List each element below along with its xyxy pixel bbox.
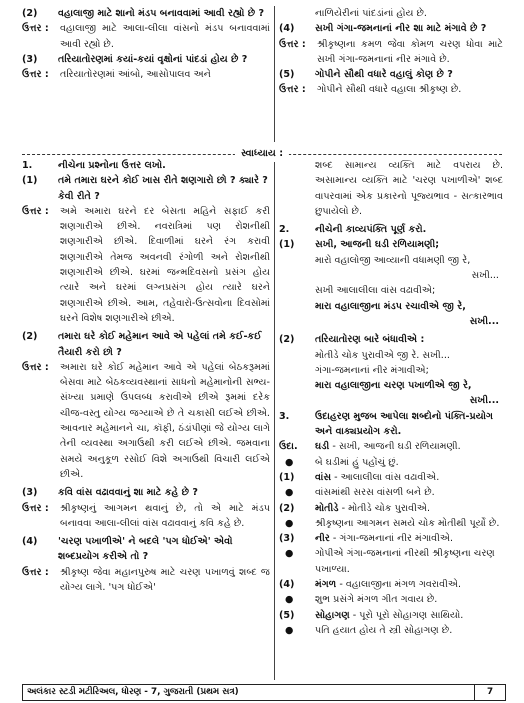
line-usage: - વહાલાજીના મંગળ ગવરાવીએ. — [339, 579, 462, 591]
exercise-number: 2. — [279, 224, 290, 236]
answer-item — [279, 82, 503, 97]
word-item — [279, 439, 503, 454]
line-usage: - પૂરો પૂરો સોહાગણ સાથિયો. — [352, 609, 464, 621]
question-number: (4) — [279, 23, 295, 35]
word-number: (3) — [279, 533, 295, 545]
question-item — [22, 485, 270, 500]
answer-text: શ્રીકૃષ્ણનું આગમન થવાનું છે, તો એ માટે મંડપ બનાવવા આલા-લીલાં વાંસ વઢાવવાનું કવિ કહે છે. — [60, 502, 270, 529]
answer-item — [279, 37, 503, 68]
poem-line: સખી, આજની ઘડી રળિયામણી; — [315, 239, 440, 251]
question-text: તમે તમારા ઘરને કોઈ ખાસ રીતે શણગારો છો ? ક્યારે ? કેવી રીતે ? — [58, 175, 268, 202]
poem-line: સખી આલાલીલા વાંસ વઢાવીએ; — [315, 285, 436, 297]
question-text: તમારા ઘરે કોઈ મહેમાન આવે એ પહેલાં તમે કઈ-કઈ તૈયારી કરો છો ? — [58, 331, 262, 358]
sentence-text: પતિ હયાત હોય તે સ્ત્રી સોહાગણ છે. — [315, 624, 453, 636]
word: નીર — [315, 533, 330, 545]
exercise-title: ઉદાહરણ મુજબ આપેલા શબ્દોનો પંક્તિ-પ્રયોગ અને વાક્યપ્રયોગ કરો. — [315, 410, 493, 438]
sentence-text: શ્રીકૃષ્ણના આગમન સમયે ચોક મોતીથી પૂર્યો છે. — [315, 517, 500, 529]
word-item — [279, 608, 503, 623]
bullet-icon: ● — [285, 594, 294, 606]
question-text: 'ચરણ પખાળીએ' ને બદલે 'પગ ધોઈએ' એવો શબ્દપ્રયોગ કરીએ તો ? — [58, 536, 233, 563]
sentence-text: શુભ પ્રસંગે મંગળ ગીત ગવાય છે. — [315, 594, 438, 606]
sentence-text: બે ઘડીમાં હું પહોંચું છું. — [315, 456, 399, 468]
poem-line: મારા વહાલાજીના મંડપ રચાવીએ જી રે, — [315, 300, 466, 312]
line-usage: - આલાલીલા વાંસ વઢાવીએ. — [334, 471, 440, 483]
question-number: (5) — [279, 69, 295, 81]
answer-label: ઉત્તર : — [22, 23, 49, 35]
question-text: ગોપીને સૌથી વધારે વહાલું કોણ છે ? — [315, 69, 453, 81]
answer-text: અમે અમારા ઘરને દર બેસતા મહિને સફાઈ કરી શણગારીએ છીએ. નવરાત્રિમાં પણ રોશનીથી શણગારીએ છીએ. દિવાળીમાં ઘરને રંગ કરાવી શણગારીએ તેમજ અવનવી રંગોળી અને રોશનીથી શણગારીએ છીએ. ઘરમાં જન્મદિવસનો પ્રસંગ હોય ત્યારે અને ઘરમાં લગ્નપ્રસંગ હોય ત્યારે ઘરને શણગારીએ છીએ. આમ, તહેવારો-ઉત્સવોના દિવસોમાં ઘરને વિશેષ શણગારીએ છીએ. — [60, 205, 270, 324]
answer-text: અમારા ઘરે કોઈ મહેમાન આવે એ પહેલાં બેઠકરૂમમાં બેસવા માટે બેઠકવ્યવસ્થાનાં સાધનો મહેમાનોની સભ્ય-સંખ્યા પ્રમાણે ઉપલબ્ધ કરાવીએ છીએ રૂમમાં દરેક ચીજ-વસ્તુ યોગ્ય જગ્યાએ છે તે ચકાસી લઈએ છીએ. આવનાર મહેમાનને ચા, કૉફી, ઠંડાંપીણાં જે યોગ્ય લાગે તેની વ્યવસ્થા અગાઉથી કરી લઈએ છીએ. જમવાના સમયે અનુકૂળ રસોઈ વિશે અગાઉથી વિચારી લઈએ છીએ. — [60, 361, 270, 480]
sentence-text: ગોપીએ ગંગા-જમનાનાં નીરથી શ્રીકૃષ્ણના ચરણ પખાળ્યા. — [315, 548, 495, 575]
exercise-title: નીચેના પ્રશ્નોના ઉત્તર લખો. — [58, 160, 166, 171]
page-number: 7 — [474, 685, 505, 700]
answer-text: શ્રીકૃષ્ણના કમળ જેવા કોમળ ચરણ ધોવા માટે સખી ગંગા-જમનાનાં નીર મંગાવે છે. — [317, 38, 503, 65]
exercise-number: 3. — [279, 410, 290, 422]
answer-item — [22, 204, 270, 326]
column-rule — [274, 6, 275, 142]
exercise-title: નીચેની કાવ્યપંક્તિ પૂર્ણ કરો. — [315, 224, 427, 236]
answer-text: તરિયાતોરણમાં આંબો, આસોપાલવ અને — [60, 69, 211, 81]
question-number: (1) — [22, 175, 38, 187]
question-item — [22, 173, 270, 204]
question-text: તરિયાતોરણમાં કયાં-કયાં વૃક્ષોનાં પાંદડાં હોય છે ? — [58, 53, 248, 65]
line-usage: - સખી, આજની ઘડી રળિયામણી. — [332, 441, 461, 453]
word-item — [279, 470, 503, 485]
sentence-usage — [279, 455, 503, 470]
poem-item — [279, 237, 503, 252]
poem-number: (2) — [279, 334, 295, 346]
question-number: (3) — [22, 53, 38, 65]
answer-label: ઉત્તર : — [22, 69, 49, 81]
top-left-column — [22, 6, 270, 82]
word: મંગળ — [315, 579, 337, 591]
word-item — [279, 531, 503, 546]
answer-text: ગોપીને સૌથી વધારે વહાલા શ્રીકૃષ્ણ છે. — [317, 84, 462, 96]
left-column — [22, 158, 270, 595]
sentence-usage — [279, 516, 503, 531]
sentence-usage — [279, 623, 503, 638]
poem-number: (1) — [279, 239, 295, 251]
poem-line: મારા વહાલાજીના ચરણ પખાળીએ જી રે, — [315, 380, 472, 392]
sentence-usage — [279, 546, 503, 577]
question-item — [279, 67, 503, 82]
word: ઘડી — [315, 441, 330, 453]
question-text: કવિ વાંસ વઢાવવાનું શા માટે કહે છે ? — [58, 487, 198, 499]
question-text: સખી ગંગા-જમનાનાં નીર શા માટે મંગાવે છે ? — [315, 23, 487, 35]
answer-text: વહાલાજી માટે આલા-લીલા વાંસનો મંડપ બનાવવામાં આવી રહ્યો છે. — [60, 23, 270, 50]
answer-item — [22, 67, 270, 82]
line-usage: - મોતીડે ચોક પુરાવીએ. — [341, 502, 431, 514]
answer-label: ઉત્તર : — [22, 205, 49, 217]
answer-continuation: શબ્દ સામાન્ય વ્યક્તિ માટે વપરાય છે. અસામાન્ય વ્યક્તિ માટે 'ચરણ પખાળીએ' શબ્દ વાપરવામાં એક પ્રકારનો પૂજ્યભાવ - સત્કારભાવ છુપાયેલો છે. — [315, 160, 503, 217]
right-column — [279, 158, 503, 638]
question-item — [22, 52, 270, 67]
question-item — [22, 6, 270, 21]
poem-line: તરિયાતોરણ બારે બંધાવીએ : — [315, 334, 425, 346]
word-item — [279, 501, 503, 516]
section-title: સ્વાધ્યાય : — [235, 147, 289, 161]
sentence-usage — [279, 485, 503, 500]
page-footer — [22, 684, 506, 701]
exercise-heading — [279, 409, 503, 440]
word: વાંસ — [315, 471, 332, 483]
exercise-number: 1. — [22, 160, 33, 171]
answer-text: શ્રીકૃષ્ણ જેવા મહાનપુરુષ માટે ચરણ પખાળવું શબ્દ જ યોગ્ય લાગે. 'પગ ધોઈએ' — [60, 566, 270, 594]
answer-label: ઉત્તર : — [279, 84, 306, 96]
footer-text: અલંકાર સ્ટડી મટીરિઅલ, ધોરણ - 7, ગુજરાતી (પ્રથમ સત્ર) — [27, 687, 239, 697]
example-label: ઉદા. — [279, 441, 298, 453]
word-number: (4) — [279, 579, 295, 591]
bullet-icon: ● — [285, 548, 294, 560]
poem-item — [279, 332, 503, 347]
word-item — [279, 577, 503, 592]
answer-continuation: નાળિયેરીનાં પાંદડાંનાં હોય છે. — [315, 8, 427, 19]
poem-line: મોતીડે ચોક પુરાવીએ જી રે. સખી... — [315, 349, 450, 361]
poem-line: મારો વહાલોજી આવ્યાની વધામણી જી રે, — [315, 254, 471, 266]
sentence-usage — [279, 592, 503, 607]
word-number: (5) — [279, 609, 295, 621]
sentence-text: વાંસમાંથી સરસ વાંસળી બને છે. — [315, 487, 435, 499]
bullet-icon: ● — [285, 487, 294, 499]
answer-label: ઉત્તર : — [22, 566, 49, 578]
answer-item — [22, 21, 270, 52]
question-text: વહાલાજી માટે શાનો મંડપ બનાવવામાં આવી રહ્યો છે ? — [58, 8, 265, 19]
answer-item — [22, 565, 270, 596]
exercise-heading — [279, 222, 503, 237]
question-item — [22, 329, 270, 360]
answer-label: ઉત્તર : — [279, 38, 306, 50]
bullet-icon: ● — [285, 517, 294, 529]
question-item — [279, 21, 503, 36]
poem-refrain: સખી... — [469, 315, 499, 327]
top-right-column — [279, 6, 503, 98]
answer-label: ઉત્તર : — [22, 361, 49, 373]
answer-item — [22, 501, 270, 532]
bullet-icon: ● — [285, 456, 294, 468]
bullet-icon: ● — [285, 624, 294, 636]
word-number: (2) — [279, 502, 295, 514]
poem-refrain: સખી... — [469, 395, 499, 407]
column-rule — [274, 162, 275, 680]
question-number: (3) — [22, 487, 38, 499]
poem-line: ગંગા-જમનાનાં નીર મંગાવીએ; — [315, 364, 429, 376]
line-usage: - ગંગા-જમનાનાં નીર મંગાવીએ. — [332, 533, 454, 545]
question-item — [22, 534, 270, 565]
word: સોહાગણ — [315, 609, 350, 621]
question-number: (2) — [22, 331, 38, 343]
word-number: (1) — [279, 471, 295, 483]
question-number: (4) — [22, 536, 38, 548]
poem-refrain: સખી... — [471, 270, 499, 282]
answer-label: ઉત્તર : — [22, 502, 49, 514]
question-number: (2) — [22, 8, 38, 19]
answer-item — [22, 360, 270, 482]
exercise-heading — [22, 158, 270, 173]
word: મોતીડે — [315, 502, 339, 514]
